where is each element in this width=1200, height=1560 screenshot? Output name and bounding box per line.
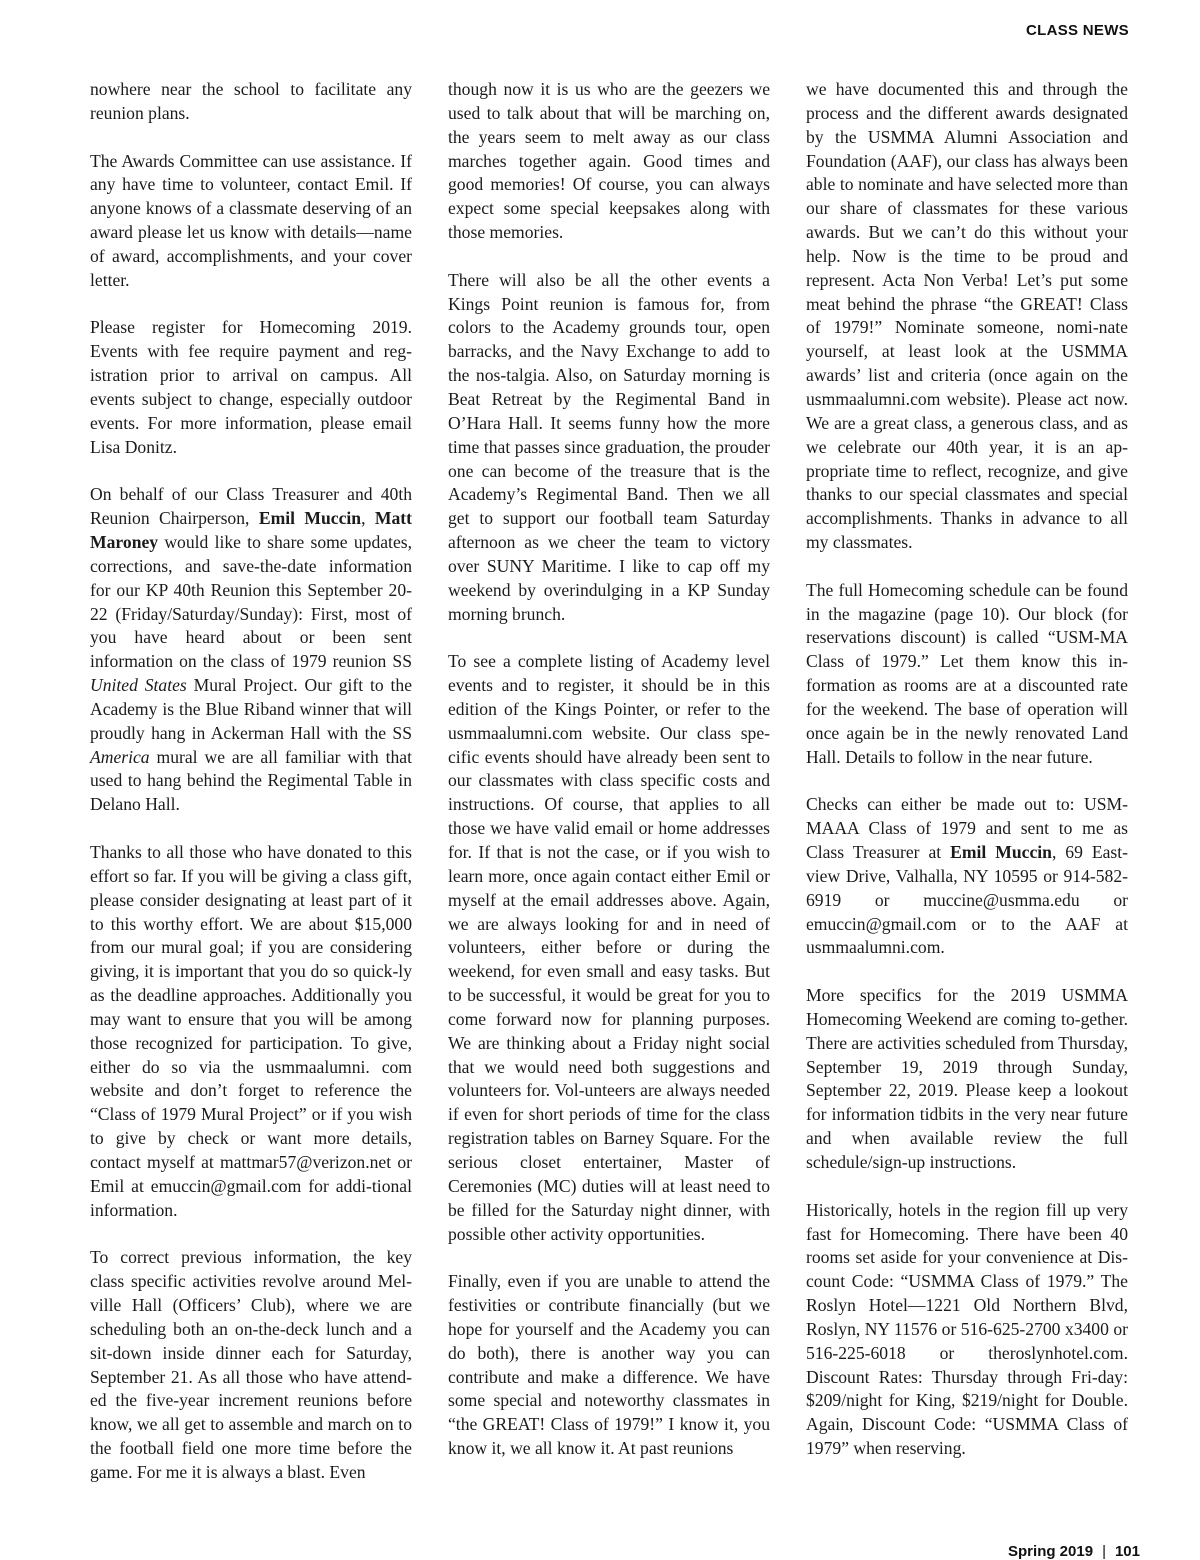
paragraph: Finally, even if you are unable to attend the festivities or contribute financially (but we hope for yourself and the Academy you can do both), there is another way you can contribute and make a difference. We have some special and noteworthy classmates in “the GREAT! Class of 1979!” I know it, you know it, we all know it. At past reunions (448, 1271, 770, 1459)
paragraph: we have documented this and through the process and the different awards designated by the USMMA Alumni Association and Foundation (AAF), our class has always been able to nominate and have selected more than our share of classmates for these various awards. But we can’t do this without your help. Now is the time to be proud and represent. Acta Non Verba! Let’s put some meat behind the phrase “the GREAT! Class of 1979!” Nominate someone, nomi-nate yourself, at least look at the USMMA awards’ list and criteria (once again on the usmmaalumni.com website). Please act now. We are a great class, a generous class, and as we celebrate our 40th year, it is an ap-propriate time to reflect, recognize, and give thanks to our special classmates and special accomplishments. Thanks in advance to all my classmates. (806, 79, 1128, 553)
paragraph: On behalf of our Class Treasurer and 40th Reunion Chairperson, Emil Muccin, Matt Maroney would like to share some updates, corrections, and save-the-date information for our KP 40th Reunion this September 20-22 (Friday/Saturday/Sunday): First, most of you have heard about or been sent information on the class of 1979 reunion SS United States Mural Project. Our gift to the Academy is the Blue Riband winner that will proudly hang in Ackerman Hall with the SS America mural we are all familiar with that used to hang behind the Regimental Table in Delano Hall. (90, 484, 413, 815)
paragraph: Checks can either be made out to: USM-MAAA Class of 1979 and sent to me as Class Treasurer at Emil Muccin, 69 East-view Drive, Valhalla, NY 10595 or 914-582-6919 or muccine@usmma.edu or emuccin@gmail.com or to the AAF at usmmaalumni.com. (806, 794, 1128, 958)
person-name: Emil Muccin (258, 508, 362, 529)
section-label: CLASS NEWS (1025, 22, 1129, 39)
paragraph: Thanks to all those who have donated to this effort so far. If you will be giving a class gift, please consider designating at least part of it to this worthy effort. We are about $15,000 from our mural goal; if you are considering giving, it is important that you do so quick-ly as the deadline approaches. Additionally you may want to ensure that you will be among those recognized for participation. To give, either do so via the usmmaalumni. com website and don’t forget to reference the “Class of 1979 Mural Project” or if you wish to give by check or want more details, contact myself at mattmar57@verizon.net or Emil at emuccin@gmail.com for addi-tional information. (90, 842, 412, 1220)
paragraph: nowhere near the school to facilitate any reunion plans. (90, 79, 412, 123)
person-name: Emil Muccin (950, 842, 1052, 862)
paragraph: The full Homecoming schedule can be found in the magazine (page 10). Our block (for reservations discount) is called “USM-MA Class of 1979.” Let them know this in-formation as rooms are at a discounted rate for the weekend. The base of operation will once again be in the newly renovated Land Hall. Details to follow in the near future. (806, 579, 1128, 767)
paragraph: More specifics for the 2019 USMMA Homecoming Weekend are coming to-gether. There are activities scheduled from Thursday, September 19, 2019 through Sunday, September 22, 2019. Please keep a lookout for information tidbits in the very near future and when available review the full schedule/sign-up instructions. (806, 985, 1128, 1172)
issue-label: Spring 2019 (1008, 1543, 1094, 1560)
footer-separator: | (1102, 1543, 1106, 1560)
paragraph: Historically, hotels in the region fill up very fast for Homecoming. There have been 40 rooms set aside for your convenience at Dis-count Code: “USMMA Class of 1979.” The Roslyn Hotel—1221 Old Northern Blvd, Roslyn, NY 11576 or 516-625-2700 x3400 or 516-225-6018 or theroslynhotel.com. Discount Rates: Thursday through Fri-day: $209/night for King, $219/night for Double. Again, Discount Code: “USMMA Class of 1979” when reserving. (806, 1199, 1128, 1459)
paragraph: There will also be all the other events a Kings Point reunion is famous for, from colors to the Academy grounds tour, open barracks, and the Navy Exchange to add to the nos-talgia. Also, on Saturday morning is Beat Retreat by the Regimental Band in O’Hara Hall. It seems funny how the more time that passes since graduation, the prouder one can become of the treasure that is the Academy’s Regimental Band. Then we all get to support our football team Saturday afternoon as we cheer the team to victory over SUNY Maritime. I like to cap off my weekend by overindulging in a KP Sunday morning brunch. (448, 269, 770, 624)
paragraph: To correct previous information, the key class specific activities revolve around Mel-ville Hall (Officers’ Club), where we are scheduling both an on-the-deck lunch and a sit-down inside dinner each for Saturday, September 21. As all those who have attend-ed the five-year increment reunions before know, we all get to assemble and march on to the football field one more time before the game. For me it is always a blast. Even (90, 1247, 412, 1482)
paragraph: The Awards Committee can use assistance. If any have time to volunteer, contact Emil. If anyone knows of a classmate deserving of an award please let us know with details—name of award, accomplishments, and your cover letter. (90, 150, 412, 290)
person-name: Matt Maroney (90, 508, 413, 553)
article-column-3 (806, 78, 1128, 1485)
paragraph: To see a complete listing of Academy level events and to register, it should be in this edition of the Kings Pointer, or refer to the usmmaalumni.com website. Our class spe-cific events should have already been sent to our classmates with class specific costs and instructions. Of course, that applies to all those we have valid email or home addresses for. If that is not the case, or if you wish to learn more, once again contact either Emil or myself at the email addresses above. Again, we are always looking for and in need of volunteers, either before or during the weekend, for even small and easy tasks. But to be successful, it would be great for you to come forward now for planning purposes. We are thinking about a Friday night social that we would need both suggestions and volunteers for. Vol-unteers are always needed if even for short periods of time for the class registration tables on Barney Square. For the serious closet entertainer, Master of Ceremonies (MC) duties will at least need to be filled for the Saturday night dinner, with possible other activity opportunities. (448, 651, 770, 1244)
page-number: 101 (1114, 1543, 1140, 1560)
ship-name: America (90, 746, 150, 767)
article-column-1 (90, 78, 412, 1509)
paragraph: though now it is us who are the geezers we used to talk about that will be marching on, the years seem to melt away as our class marches together again. Good times and good memories! Of course, you can always expect some special keepsakes along with those memories. (448, 79, 770, 243)
page-footer (1008, 1543, 1140, 1560)
article-column-2 (448, 78, 770, 1485)
ship-name: United States (90, 675, 187, 696)
paragraph: Please register for Homecoming 2019. Events with fee require payment and reg-istration prior to arrival on campus. All events subject to change, especially outdoor events. For more information, please email Lisa Donitz. (90, 317, 412, 457)
